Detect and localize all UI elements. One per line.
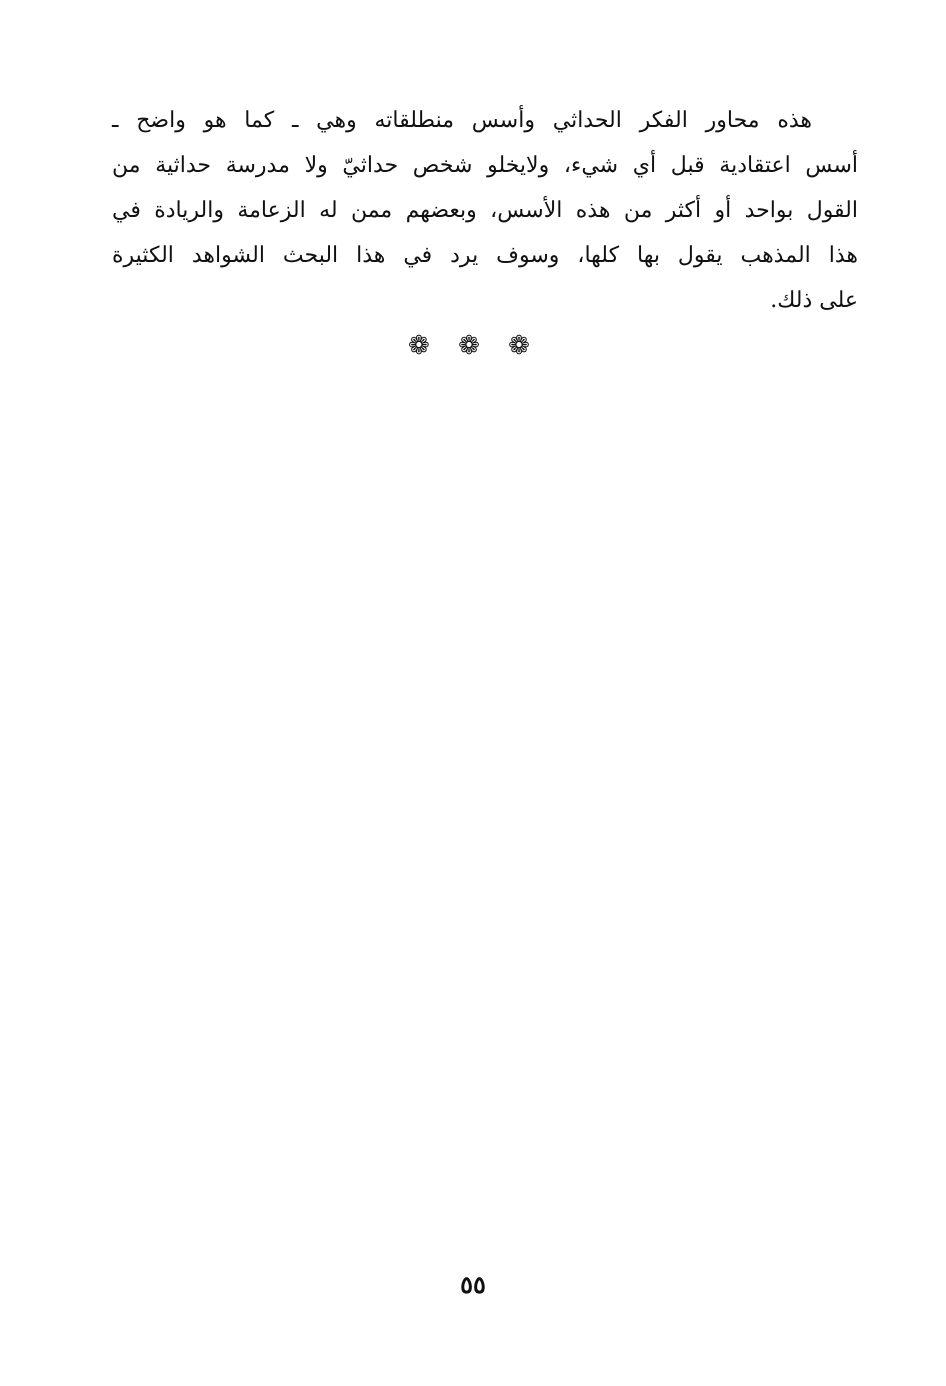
paragraph-line: هذه محاور الفكر الحداثي وأسس منطلقاته وهي ـ كما هو واضح ـ	[112, 108, 812, 133]
flower-ornament-icon: ❁	[508, 331, 538, 361]
paragraph-line: أسس اعتقادية قبل أي شيء، ولايخلو شخص حداثيّ ولا مدرسة حداثية من	[112, 153, 858, 178]
flower-ornament-icon: ❁	[458, 331, 488, 361]
body-paragraph	[112, 98, 858, 323]
page-number: ٥٥	[460, 1270, 486, 1299]
section-separator	[0, 331, 946, 361]
paragraph-line: القول بواحد أو أكثر من هذه الأسس، وبعضهم ممن له الزعامة والريادة في	[112, 198, 858, 223]
paragraph-line: على ذلك.	[770, 288, 858, 313]
paragraph-line: هذا المذهب يقول بها كلها، وسوف يرد في هذا البحث الشواهد الكثيرة	[112, 243, 858, 268]
flower-ornament-icon: ❁	[408, 331, 438, 361]
